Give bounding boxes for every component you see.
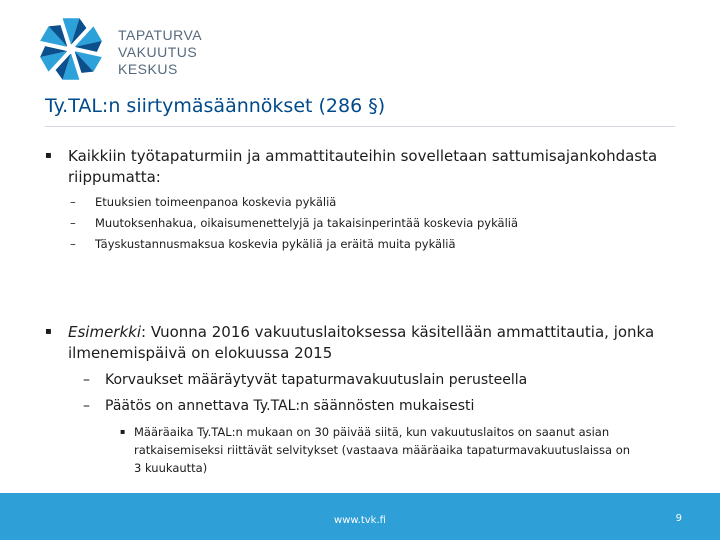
dash-icon: –	[70, 216, 76, 230]
dash-icon: –	[70, 195, 76, 209]
slide-title: Ty.TAL:n siirtymäsäännökset (286 §)	[45, 95, 386, 117]
dash-icon: –	[83, 372, 90, 388]
logo-wordmark	[118, 27, 202, 78]
example-text	[68, 322, 668, 364]
sub-item-text: Muutoksenhakua, oikaisumenettelyjä ja takaisinperintää koskevia pykäliä	[95, 216, 519, 230]
square-bullet-icon: ▪	[45, 326, 52, 337]
sub-sub-item-text: Määräaika Ty.TAL:n mukaan on 30 päivää siitä, kun vakuutuslaitos on saanut asian ratkaisemiseksi riittävät selvitykset (vastaava määräaika tapaturmavakuutuslaissa on 3 kuukautta)	[134, 425, 631, 475]
sub-item-text: Täyskustannusmaksua koskevia pykäliä ja eräitä muita pykäliä	[95, 237, 456, 251]
example-body: : Vuonna 2016 vakuutuslaitoksessa käsitellään ammattitautia, jonka ilmenemispäivä on elokuussa 2015	[68, 323, 655, 362]
logo-line-3: KESKUS	[118, 61, 178, 77]
title-divider	[45, 126, 675, 127]
sub-item-text: Korvaukset määräytyvät tapaturmavakuutuslain perusteella	[105, 372, 528, 388]
bullet-text: Kaikkiin työtapaturmiin ja ammattitauteihin sovelletaan sattumisajankohdasta riippumatta:	[68, 147, 658, 186]
logo-line-2: VAKUUTUS	[118, 44, 198, 60]
square-bullet-icon: ▪	[120, 427, 126, 436]
tvk-logo-icon	[36, 14, 106, 84]
footer-bar	[0, 493, 720, 540]
logo-line-1: TAPATURVA	[118, 27, 203, 43]
page-number: 9	[675, 513, 682, 524]
square-bullet-icon: ▪	[45, 150, 52, 161]
sub-item-text: Etuuksien toimeenpanoa koskevia pykäliä	[95, 195, 337, 209]
footer-url: www.tvk.fi	[334, 515, 386, 526]
example-label: Esimerkki	[68, 323, 142, 341]
sub-item-text: Päätös on annettava Ty.TAL:n säännösten mukaisesti	[105, 398, 475, 414]
dash-icon: –	[83, 398, 90, 414]
dash-icon: –	[70, 237, 76, 251]
